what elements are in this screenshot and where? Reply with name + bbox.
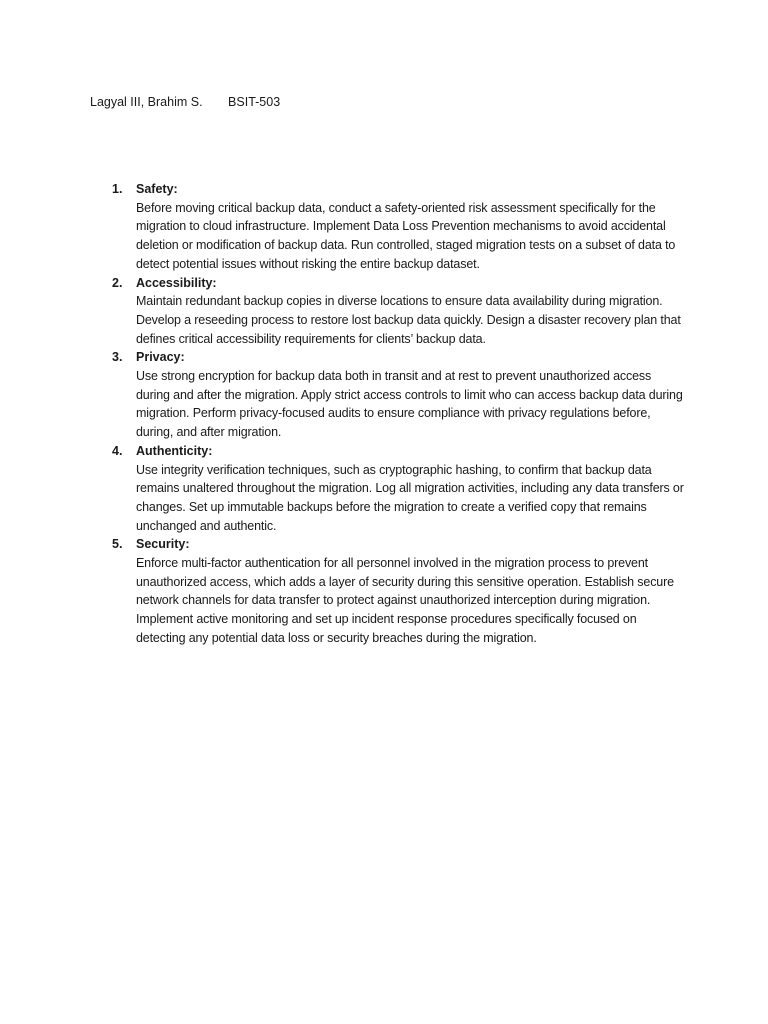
item-number: 3. (112, 350, 123, 365)
list-item-accessibility (108, 274, 688, 349)
item-body: Maintain redundant backup copies in diverse locations to ensure data availability during migration. Develop a reseeding process to restore lost backup data quickly. Design a disaster recovery plan that defines critical accessibility requirements for clients’ backup data. (136, 294, 681, 346)
item-number: 4. (112, 443, 123, 458)
item-number: 2. (112, 275, 123, 290)
item-number: 5. (112, 537, 123, 552)
item-heading: Authenticity: (136, 443, 213, 458)
list-item-security (108, 535, 688, 647)
item-heading: Privacy: (136, 350, 185, 365)
list-item-authenticity (108, 442, 688, 536)
item-number: 1. (112, 182, 123, 196)
document-header (90, 93, 280, 111)
list-item-privacy (108, 348, 688, 442)
item-heading: Security: (136, 537, 190, 552)
list-item-safety (108, 180, 688, 274)
student-name: Lagyal III, Brahim S. (90, 95, 203, 109)
item-body: Use strong encryption for backup data both in transit and at rest to prevent unauthorized access during and after the migration. Apply strict access controls to limit who can access backup data during migration. Perform privacy-focused audits to ensure compliance with privacy regulations before, during, and after migration. (136, 369, 683, 440)
item-body: Enforce multi-factor authentication for all personnel involved in the migration process to prevent unauthorized access, which adds a layer of security during this sensitive operation. Establish secure network channels for data transfer to protect against unauthorized interception during migration. Implement active monitoring and set up incident response procedures specifically focused on detecting any potential data loss or security breaches during the migration. (136, 556, 674, 645)
course-code: BSIT-503 (228, 95, 281, 109)
item-body: Use integrity verification techniques, such as cryptographic hashing, to confirm that backup data remains unaltered throughout the migration. Log all migration activities, including any data transfers or changes. Set up immutable backups before the migration to create a verified copy that remains unchanged and authentic. (136, 462, 684, 533)
item-body: Before moving critical backup data, conduct a safety-oriented risk assessment specifically for the migration to cloud infrastructure. Implement Data Loss Prevention mechanisms to avoid accidental deletion or modification of backup data. Run controlled, staged migration tests on a subset of data to detect potential issues without risking the entire backup dataset. (136, 200, 676, 271)
item-heading: Safety: (136, 182, 178, 196)
item-heading: Accessibility: (136, 275, 217, 290)
numbered-list (108, 180, 688, 648)
